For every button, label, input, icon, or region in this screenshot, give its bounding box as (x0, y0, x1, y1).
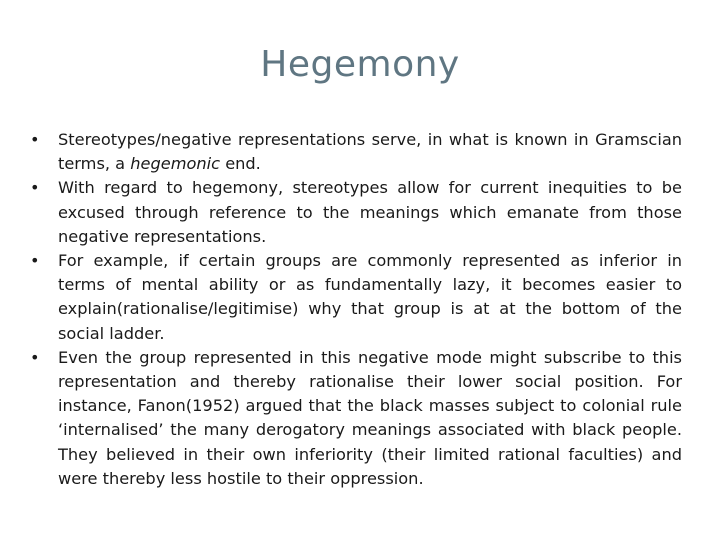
bullet-icon: • (30, 251, 40, 271)
bullet-text: For example, if certain groups are commonly represented as inferior in terms of mental ability or as fundamentally lazy, it becomes easier to explain(rationalise/legitimise) why that group is at at the bottom of the social ladder. (58, 251, 682, 343)
bullet-text: With regard to hegemony, stereotypes allow for current inequities to be excused through reference to the meanings which emanate from those negative representations. (58, 178, 682, 246)
bullet-icon: • (30, 178, 40, 198)
bullet-emphasis: hegemonic (130, 154, 221, 174)
bullet-list (30, 128, 682, 491)
slide-title: Hegemony (260, 44, 460, 85)
bullet-icon: • (30, 130, 40, 149)
bullet-item (30, 249, 682, 346)
bullet-item (30, 346, 682, 491)
bullet-text: Even the group represented in this negative mode might subscribe to this representation and thereby rationalise their lower social position. For instance, Fanon(1952) argued that the black masses subject to colonial rule ‘internalised’ the many derogatory meanings associated with black people. They believed in their own inferiority (their limited rational faculties) and were thereby less hostile to their oppression. (58, 347, 682, 488)
bullet-text: end. (220, 154, 261, 174)
bullet-text: Stereotypes/negative representations serve, in what is known in Gramscian terms, a (58, 130, 682, 174)
bullet-item (30, 176, 682, 249)
bullet-icon: • (30, 347, 40, 367)
bullet-item (30, 128, 682, 176)
